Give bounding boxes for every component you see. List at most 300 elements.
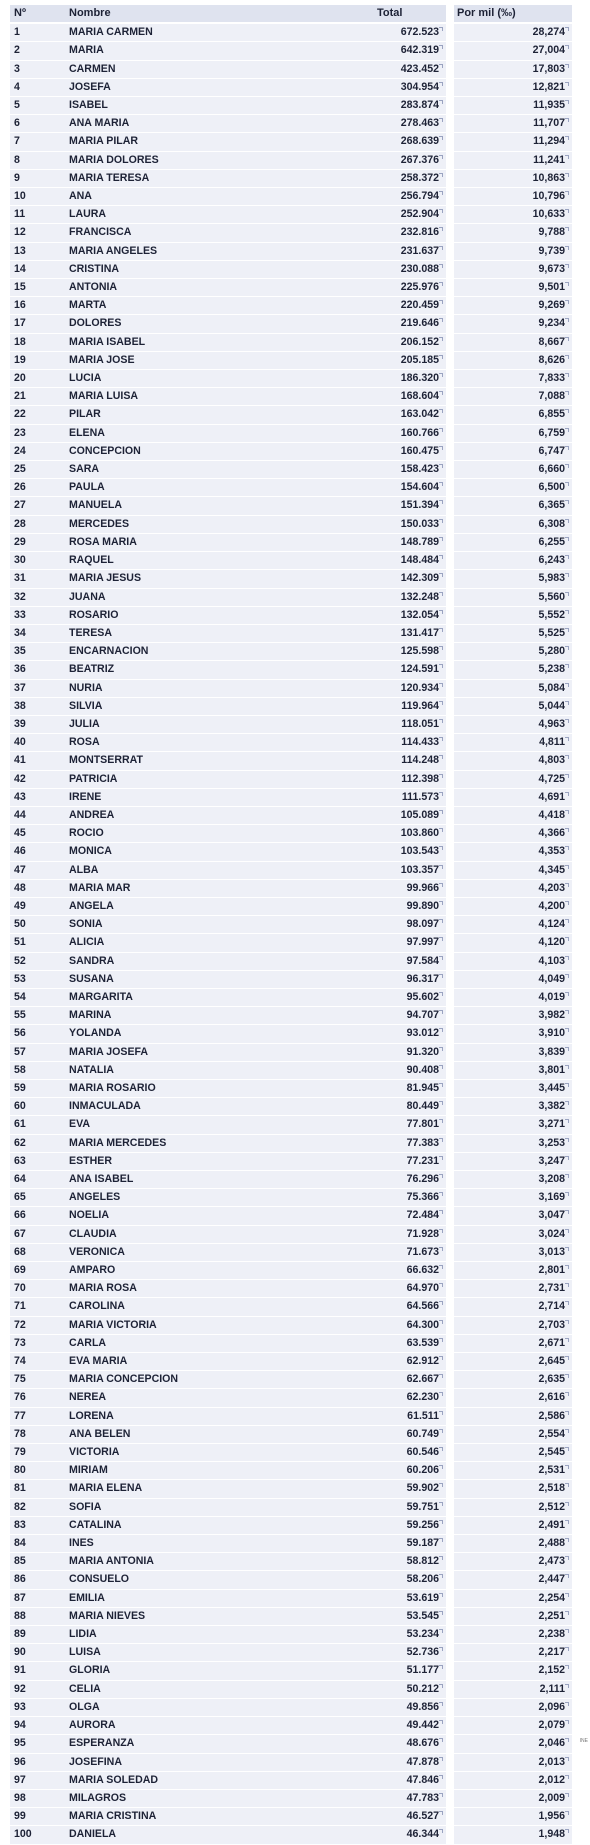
table-row: [10, 424, 572, 442]
table-row: [10, 624, 572, 642]
per-mil-cell: 10,796: [454, 188, 572, 206]
per-mil-cell: 6,855: [454, 406, 572, 424]
gap-cell: [446, 533, 454, 551]
table-row: [10, 279, 572, 297]
gap-cell: [446, 60, 454, 78]
per-mil-cell: 2,635: [454, 1371, 572, 1389]
per-mil-cell: 2,616: [454, 1389, 572, 1407]
gap-cell: [446, 1644, 454, 1662]
rank-cell: 92: [10, 1680, 67, 1698]
table-row: [10, 770, 572, 788]
name-cell: NOELIA: [67, 1207, 374, 1225]
rank-cell: 82: [10, 1498, 67, 1516]
gap-cell: [446, 643, 454, 661]
rank-cell: 36: [10, 661, 67, 679]
rank-cell: 18: [10, 333, 67, 351]
name-cell: ROSARIO: [67, 606, 374, 624]
table-row: [10, 1389, 572, 1407]
total-cell: 131.417: [374, 624, 446, 642]
gap-cell: [446, 388, 454, 406]
gap-cell: [446, 224, 454, 242]
rank-cell: 59: [10, 1079, 67, 1097]
header-total: Total: [374, 5, 446, 23]
header-per-mil: Por mil (‰): [454, 5, 572, 23]
name-cell: CELIA: [67, 1680, 374, 1698]
rank-cell: 84: [10, 1535, 67, 1553]
gap-cell: [446, 1425, 454, 1443]
rank-cell: 62: [10, 1134, 67, 1152]
total-cell: 99.966: [374, 879, 446, 897]
per-mil-cell: 2,251: [454, 1607, 572, 1625]
gap-cell: [446, 1298, 454, 1316]
name-cell: MARIA MERCEDES: [67, 1134, 374, 1152]
per-mil-cell: 5,084: [454, 679, 572, 697]
name-cell: NATALIA: [67, 1061, 374, 1079]
name-cell: ANA: [67, 188, 374, 206]
table-row: [10, 552, 572, 570]
gap-cell: [446, 1225, 454, 1243]
table-row: [10, 242, 572, 260]
gap-cell: [446, 1389, 454, 1407]
total-cell: 206.152: [374, 333, 446, 351]
name-cell: ANGELES: [67, 1189, 374, 1207]
name-cell: SANDRA: [67, 952, 374, 970]
gap-cell: [446, 1371, 454, 1389]
total-cell: 71.673: [374, 1243, 446, 1261]
name-cell: JOSEFA: [67, 78, 374, 96]
rank-cell: 98: [10, 1789, 67, 1807]
rank-cell: 21: [10, 388, 67, 406]
table-row: [10, 1535, 572, 1553]
gap-cell: [446, 734, 454, 752]
name-cell: GLORIA: [67, 1662, 374, 1680]
total-cell: 304.954: [374, 78, 446, 96]
total-cell: 186.320: [374, 370, 446, 388]
rank-cell: 20: [10, 370, 67, 388]
gap-cell: [446, 242, 454, 260]
table-row: [10, 1717, 572, 1735]
gap-cell: [446, 333, 454, 351]
gap-cell: [446, 1553, 454, 1571]
gap-cell: [446, 1098, 454, 1116]
per-mil-cell: 9,501: [454, 279, 572, 297]
per-mil-cell: 11,707: [454, 115, 572, 133]
rank-cell: 24: [10, 442, 67, 460]
table-row: [10, 206, 572, 224]
source-label: INE: [579, 1738, 588, 1744]
per-mil-cell: 9,234: [454, 315, 572, 333]
name-cell: SILVIA: [67, 697, 374, 715]
name-cell: MARIA PILAR: [67, 133, 374, 151]
total-cell: 423.452: [374, 60, 446, 78]
table-row: [10, 1207, 572, 1225]
rank-cell: 45: [10, 825, 67, 843]
name-cell: ESTHER: [67, 1152, 374, 1170]
total-cell: 71.928: [374, 1225, 446, 1243]
rank-cell: 37: [10, 679, 67, 697]
total-cell: 150.033: [374, 515, 446, 533]
total-cell: 132.248: [374, 588, 446, 606]
gap-cell: [446, 1480, 454, 1498]
table-row: [10, 297, 572, 315]
name-cell: CATALINA: [67, 1516, 374, 1534]
gap-cell: [446, 260, 454, 278]
rank-cell: 100: [10, 1826, 67, 1844]
gap-cell: [446, 1662, 454, 1680]
total-cell: 94.707: [374, 1007, 446, 1025]
total-cell: 49.856: [374, 1698, 446, 1716]
table-row: [10, 697, 572, 715]
rank-cell: 34: [10, 624, 67, 642]
name-cell: ROSA: [67, 734, 374, 752]
total-cell: 220.459: [374, 297, 446, 315]
total-cell: 283.874: [374, 97, 446, 115]
total-cell: 124.591: [374, 661, 446, 679]
name-cell: MARIA CONCEPCION: [67, 1371, 374, 1389]
name-cell: ANA ISABEL: [67, 1171, 374, 1189]
name-cell: MARTA: [67, 297, 374, 315]
rank-cell: 67: [10, 1225, 67, 1243]
per-mil-cell: 2,096: [454, 1698, 572, 1716]
table-row: [10, 806, 572, 824]
rank-cell: 96: [10, 1753, 67, 1771]
rank-cell: 32: [10, 588, 67, 606]
rank-cell: 38: [10, 697, 67, 715]
gap-cell: [446, 1698, 454, 1716]
rank-cell: 42: [10, 770, 67, 788]
gap-cell: [446, 715, 454, 733]
total-cell: 47.783: [374, 1789, 446, 1807]
table-row: [10, 1116, 572, 1134]
total-cell: 62.667: [374, 1371, 446, 1389]
total-cell: 97.584: [374, 952, 446, 970]
gap-cell: [446, 1462, 454, 1480]
total-cell: 232.816: [374, 224, 446, 242]
total-cell: 258.372: [374, 169, 446, 187]
gap-cell: [446, 1334, 454, 1352]
rank-cell: 86: [10, 1571, 67, 1589]
gap-cell: [446, 1152, 454, 1170]
gap-cell: [446, 206, 454, 224]
table-row: [10, 1771, 572, 1789]
rank-cell: 55: [10, 1007, 67, 1025]
name-cell: CRISTINA: [67, 260, 374, 278]
table-row: [10, 1735, 572, 1753]
total-cell: 278.463: [374, 115, 446, 133]
name-cell: MARIA JESUS: [67, 570, 374, 588]
gap-cell: [446, 897, 454, 915]
table-row: [10, 1662, 572, 1680]
gap-cell: [446, 1007, 454, 1025]
per-mil-cell: 6,308: [454, 515, 572, 533]
gap-cell: [446, 406, 454, 424]
table-row: [10, 1808, 572, 1826]
per-mil-cell: 3,445: [454, 1079, 572, 1097]
name-cell: MARIA CRISTINA: [67, 1808, 374, 1826]
per-mil-cell: 2,079: [454, 1717, 572, 1735]
gap-cell: [446, 1516, 454, 1534]
per-mil-cell: 3,169: [454, 1189, 572, 1207]
table-row: [10, 1316, 572, 1334]
total-cell: 49.442: [374, 1717, 446, 1735]
table-header: [10, 5, 572, 23]
rank-cell: 65: [10, 1189, 67, 1207]
per-mil-cell: 5,983: [454, 570, 572, 588]
name-cell: MIRIAM: [67, 1462, 374, 1480]
name-cell: MARGARITA: [67, 988, 374, 1006]
per-mil-cell: 4,049: [454, 970, 572, 988]
gap-cell: [446, 1589, 454, 1607]
name-cell: VICTORIA: [67, 1444, 374, 1462]
rank-cell: 79: [10, 1444, 67, 1462]
rank-cell: 46: [10, 843, 67, 861]
total-cell: 53.234: [374, 1626, 446, 1644]
name-cell: AURORA: [67, 1717, 374, 1735]
table-row: [10, 1371, 572, 1389]
table-row: [10, 333, 572, 351]
rank-cell: 63: [10, 1152, 67, 1170]
table-row: [10, 752, 572, 770]
gap-cell: [446, 588, 454, 606]
name-cell: MARIA LUISA: [67, 388, 374, 406]
table-row: [10, 1025, 572, 1043]
per-mil-cell: 2,254: [454, 1589, 572, 1607]
per-mil-cell: 9,788: [454, 224, 572, 242]
rank-cell: 49: [10, 897, 67, 915]
table-row: [10, 1498, 572, 1516]
total-cell: 111.573: [374, 788, 446, 806]
rank-cell: 95: [10, 1735, 67, 1753]
table-row: [10, 1353, 572, 1371]
rank-cell: 7: [10, 133, 67, 151]
gap-cell: [446, 442, 454, 460]
per-mil-cell: 5,560: [454, 588, 572, 606]
per-mil-cell: 4,345: [454, 861, 572, 879]
gap-cell: [446, 351, 454, 369]
gap-cell: [446, 679, 454, 697]
rank-cell: 19: [10, 351, 67, 369]
table-row: [10, 1789, 572, 1807]
header-row: [10, 5, 572, 23]
table-row: [10, 1407, 572, 1425]
name-cell: MARIA ELENA: [67, 1480, 374, 1498]
name-cell: LORENA: [67, 1407, 374, 1425]
table-row: [10, 1644, 572, 1662]
name-cell: OLGA: [67, 1698, 374, 1716]
total-cell: 219.646: [374, 315, 446, 333]
gap-cell: [446, 1771, 454, 1789]
gap-cell: [446, 1134, 454, 1152]
total-cell: 60.749: [374, 1425, 446, 1443]
per-mil-cell: 2,238: [454, 1626, 572, 1644]
name-cell: MARIA SOLEDAD: [67, 1771, 374, 1789]
per-mil-cell: 10,863: [454, 169, 572, 187]
total-cell: 105.089: [374, 806, 446, 824]
total-cell: 48.676: [374, 1735, 446, 1753]
name-cell: MARIA JOSEFA: [67, 1043, 374, 1061]
table-row: [10, 533, 572, 551]
name-cell: MARIA ROSA: [67, 1280, 374, 1298]
rank-cell: 4: [10, 78, 67, 96]
gap-cell: [446, 843, 454, 861]
table-row: [10, 78, 572, 96]
rank-cell: 27: [10, 497, 67, 515]
total-cell: 47.878: [374, 1753, 446, 1771]
total-cell: 58.206: [374, 1571, 446, 1589]
per-mil-cell: 5,280: [454, 643, 572, 661]
rank-cell: 81: [10, 1480, 67, 1498]
total-cell: 225.976: [374, 279, 446, 297]
rank-cell: 48: [10, 879, 67, 897]
per-mil-cell: 2,447: [454, 1571, 572, 1589]
table-row: [10, 934, 572, 952]
total-cell: 132.054: [374, 606, 446, 624]
header-number: Nº: [10, 5, 67, 23]
rank-cell: 61: [10, 1116, 67, 1134]
table-row: [10, 351, 572, 369]
rank-cell: 35: [10, 643, 67, 661]
per-mil-cell: 8,667: [454, 333, 572, 351]
table-row: [10, 1444, 572, 1462]
rank-cell: 88: [10, 1607, 67, 1625]
gap-cell: [446, 1789, 454, 1807]
name-cell: JULIA: [67, 715, 374, 733]
rank-cell: 66: [10, 1207, 67, 1225]
gap-cell: [446, 479, 454, 497]
per-mil-cell: 4,124: [454, 916, 572, 934]
gap-cell: [446, 1680, 454, 1698]
rank-cell: 39: [10, 715, 67, 733]
table-row: [10, 825, 572, 843]
gap-cell: [446, 934, 454, 952]
table-row: [10, 1280, 572, 1298]
name-cell: JUANA: [67, 588, 374, 606]
per-mil-cell: 2,731: [454, 1280, 572, 1298]
rank-cell: 44: [10, 806, 67, 824]
table-row: [10, 188, 572, 206]
gap-cell: [446, 515, 454, 533]
per-mil-cell: 7,833: [454, 370, 572, 388]
per-mil-cell: 2,009: [454, 1789, 572, 1807]
per-mil-cell: 2,703: [454, 1316, 572, 1334]
total-cell: 268.639: [374, 133, 446, 151]
total-cell: 47.846: [374, 1771, 446, 1789]
name-cell: SUSANA: [67, 970, 374, 988]
gap-cell: [446, 1171, 454, 1189]
rank-cell: 80: [10, 1462, 67, 1480]
table-row: [10, 260, 572, 278]
per-mil-cell: 12,821: [454, 78, 572, 96]
gap-cell: [446, 279, 454, 297]
gap-cell: [446, 1626, 454, 1644]
table-row: [10, 1262, 572, 1280]
total-cell: 59.187: [374, 1535, 446, 1553]
per-mil-cell: 6,365: [454, 497, 572, 515]
gap-cell: [446, 497, 454, 515]
name-cell: MANUELA: [67, 497, 374, 515]
total-cell: 160.475: [374, 442, 446, 460]
rank-cell: 56: [10, 1025, 67, 1043]
total-cell: 230.088: [374, 260, 446, 278]
name-cell: LAURA: [67, 206, 374, 224]
rank-cell: 77: [10, 1407, 67, 1425]
total-cell: 50.212: [374, 1680, 446, 1698]
table-row: [10, 1425, 572, 1443]
per-mil-cell: 2,671: [454, 1334, 572, 1352]
total-cell: 59.902: [374, 1480, 446, 1498]
name-cell: DOLORES: [67, 315, 374, 333]
rank-cell: 83: [10, 1516, 67, 1534]
table-row: [10, 1298, 572, 1316]
total-cell: 154.604: [374, 479, 446, 497]
table-row: [10, 1480, 572, 1498]
per-mil-cell: 3,208: [454, 1171, 572, 1189]
total-cell: 118.051: [374, 715, 446, 733]
per-mil-cell: 2,645: [454, 1353, 572, 1371]
gap-cell: [446, 916, 454, 934]
rank-cell: 50: [10, 916, 67, 934]
per-mil-cell: 4,019: [454, 988, 572, 1006]
table-row: [10, 588, 572, 606]
total-cell: 151.394: [374, 497, 446, 515]
per-mil-cell: 2,491: [454, 1516, 572, 1534]
total-cell: 77.383: [374, 1134, 446, 1152]
gap-cell: [446, 552, 454, 570]
gap-cell: [446, 133, 454, 151]
rank-cell: 69: [10, 1262, 67, 1280]
table-row: [10, 843, 572, 861]
per-mil-cell: 5,238: [454, 661, 572, 679]
table-row: [10, 60, 572, 78]
rank-cell: 28: [10, 515, 67, 533]
table-row: [10, 1152, 572, 1170]
name-cell: SARA: [67, 461, 374, 479]
per-mil-cell: 4,120: [454, 934, 572, 952]
rank-cell: 16: [10, 297, 67, 315]
gap-cell: [446, 1735, 454, 1753]
rank-cell: 1: [10, 23, 67, 42]
per-mil-cell: 1,948: [454, 1826, 572, 1844]
rank-cell: 5: [10, 97, 67, 115]
table-row: [10, 661, 572, 679]
gap-cell: [446, 1262, 454, 1280]
gap-cell: [446, 697, 454, 715]
table-row: [10, 461, 572, 479]
total-cell: 76.296: [374, 1171, 446, 1189]
rank-cell: 15: [10, 279, 67, 297]
rank-cell: 26: [10, 479, 67, 497]
rank-cell: 64: [10, 1171, 67, 1189]
per-mil-cell: 11,935: [454, 97, 572, 115]
per-mil-cell: 2,111: [454, 1680, 572, 1698]
gap-cell: [446, 370, 454, 388]
name-cell: ISABEL: [67, 97, 374, 115]
table-row: [10, 133, 572, 151]
table-row: [10, 1171, 572, 1189]
per-mil-cell: 5,525: [454, 624, 572, 642]
table-row: [10, 479, 572, 497]
per-mil-cell: 2,488: [454, 1535, 572, 1553]
total-cell: 142.309: [374, 570, 446, 588]
name-cell: MARIA TERESA: [67, 169, 374, 187]
table-row: [10, 1553, 572, 1571]
rank-cell: 71: [10, 1298, 67, 1316]
total-cell: 77.231: [374, 1152, 446, 1170]
gap-cell: [446, 879, 454, 897]
name-cell: MARIA JOSE: [67, 351, 374, 369]
rank-cell: 57: [10, 1043, 67, 1061]
table-row: [10, 388, 572, 406]
